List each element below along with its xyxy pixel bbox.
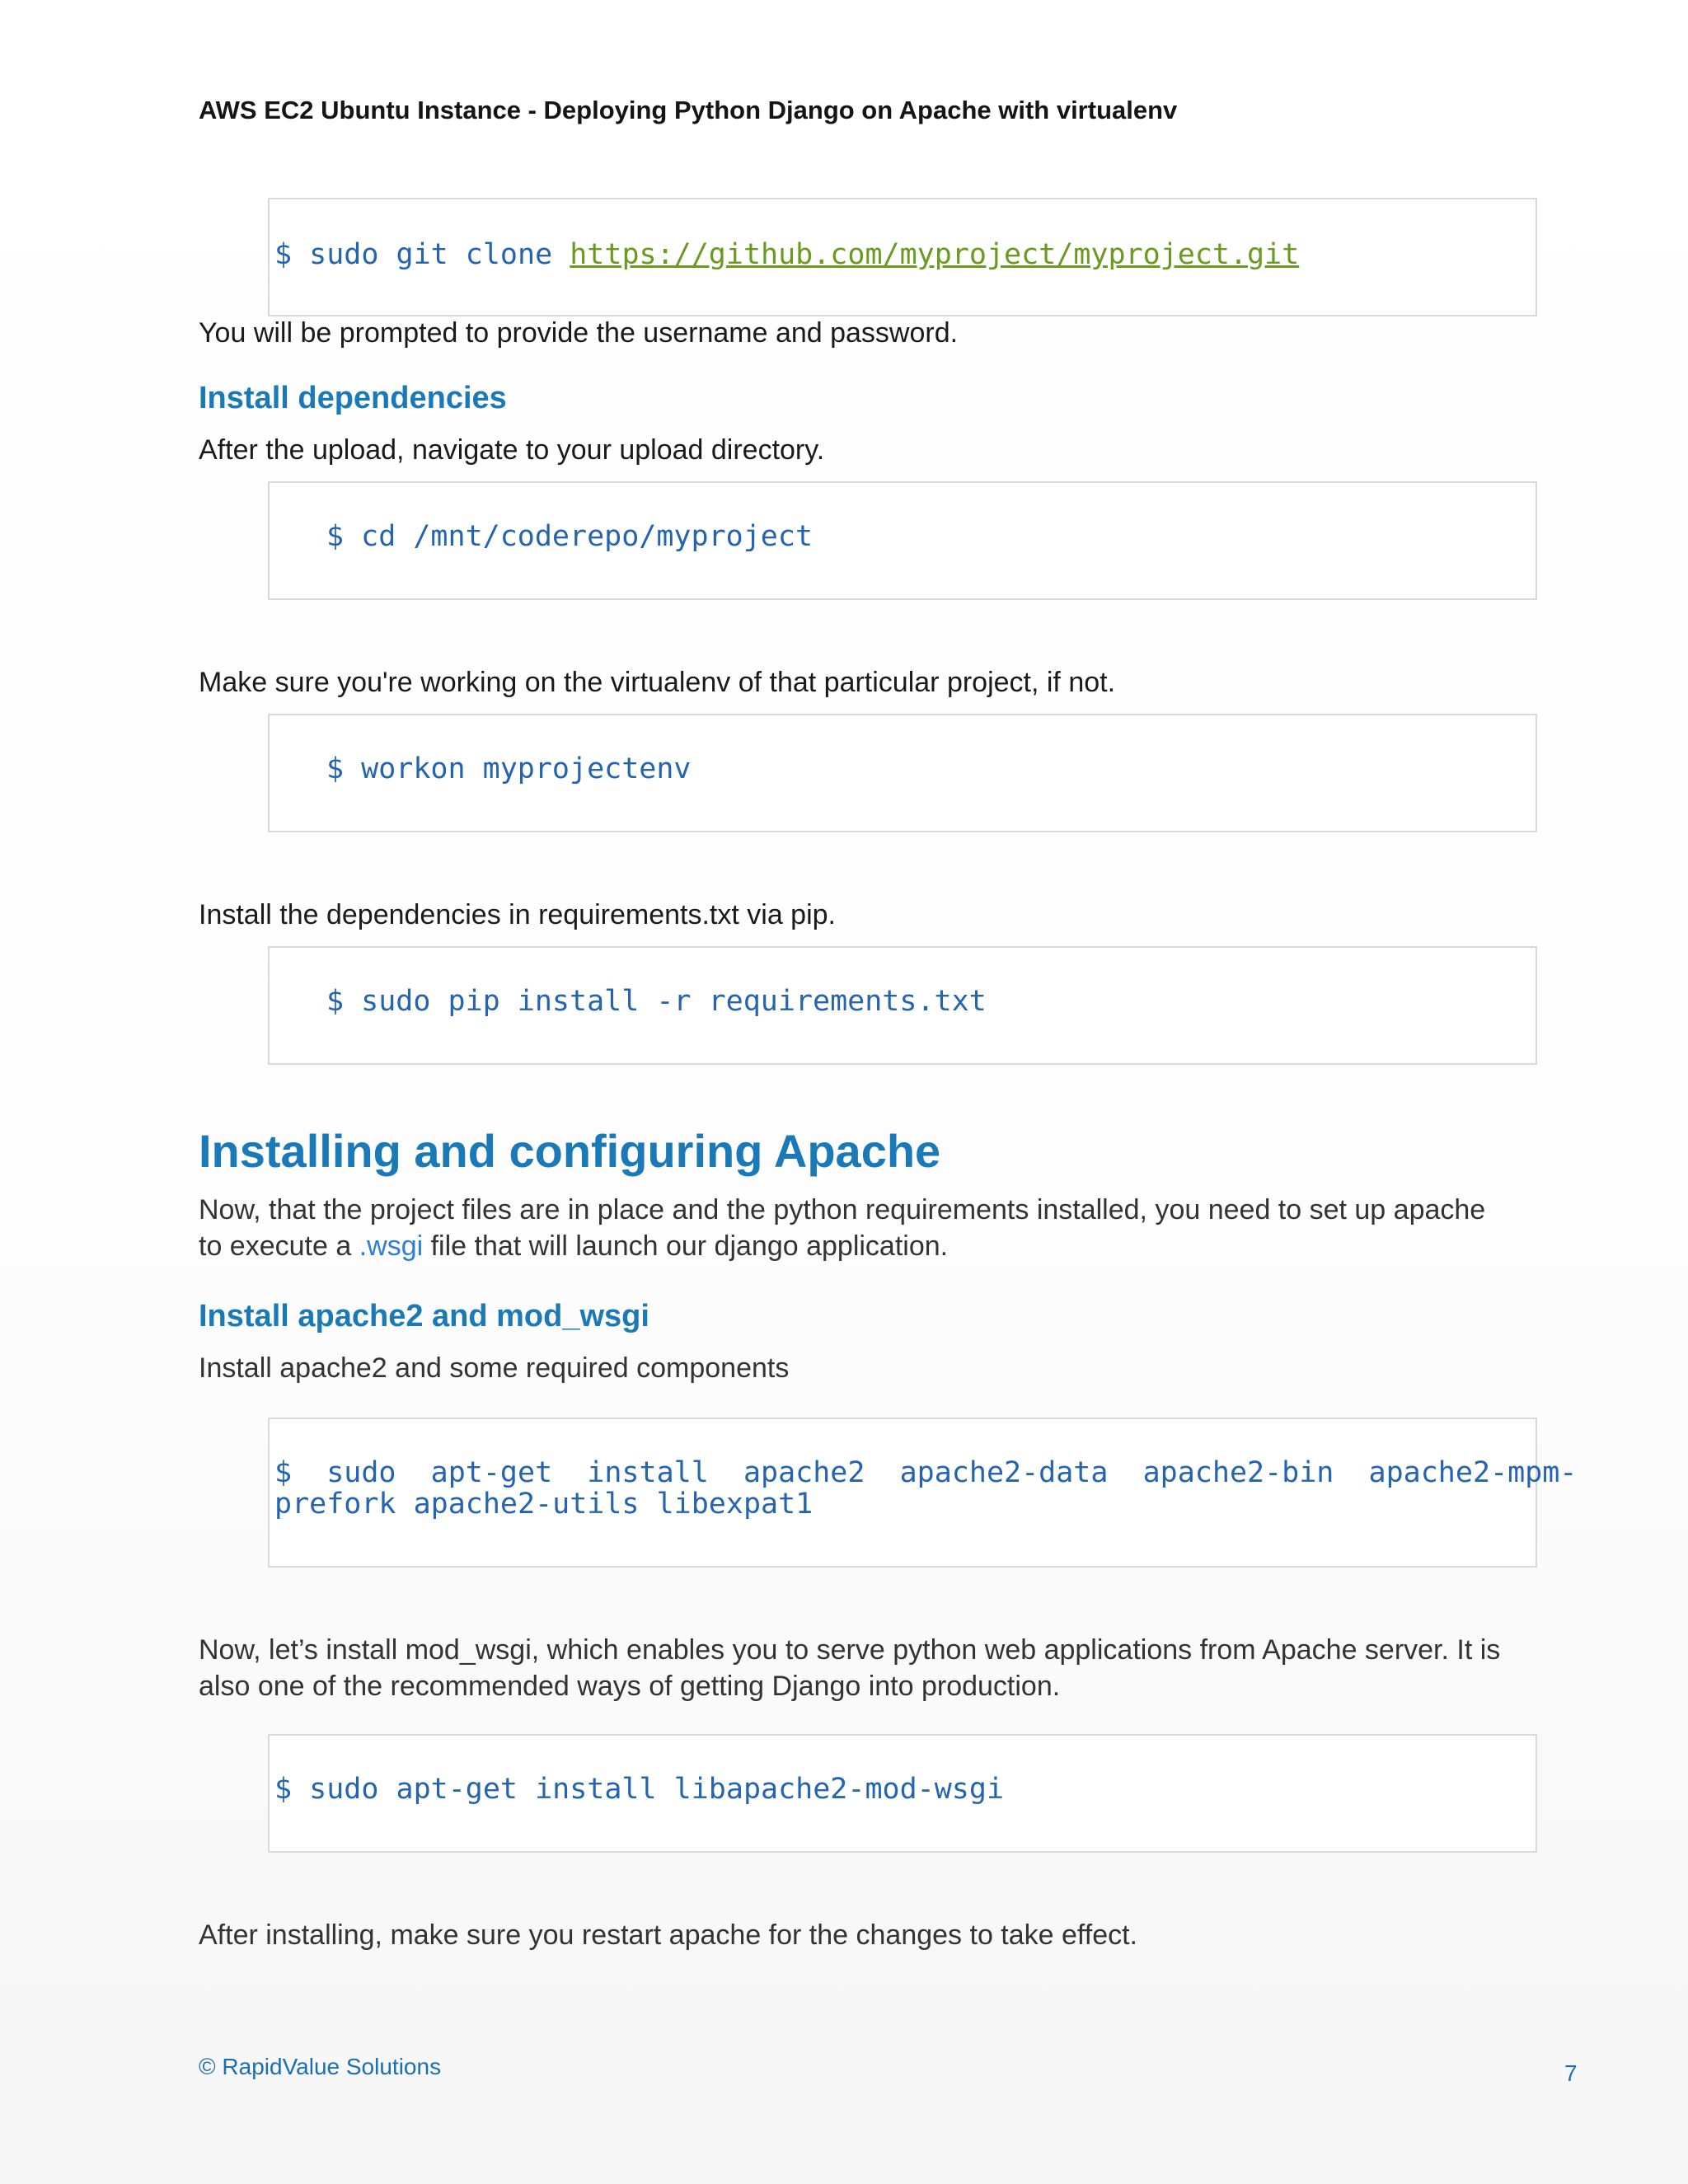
repo-url-link[interactable]: https://github.com/myproject/myproject.git: [570, 238, 1300, 271]
document-header: AWS EC2 Ubuntu Instance - Deploying Python Django on Apache with virtualenv: [199, 96, 1178, 124]
code-block-workon: [268, 714, 1537, 832]
prompt-note: You will be prompted to provide the username and password.: [199, 317, 959, 349]
apache-intro-line-1: Now, that the project files are in place and the python requirements installed, you need to set up apache: [199, 1194, 1486, 1226]
mod-wsgi-note-line-2: also one of the recommended ways of getting Django into production.: [199, 1671, 1061, 1702]
pip-note: Install the dependencies in requirements.txt via pip.: [199, 899, 837, 930]
apt-get-apache2-line-2: prefork apache2-utils libexpat1: [274, 1488, 814, 1521]
apache-section-heading: Installing and configuring Apache: [199, 1125, 941, 1177]
apache-intro-post: file that will launch our django application.: [423, 1230, 949, 1262]
install-dependencies-heading: Install dependencies: [199, 381, 507, 415]
cd-command: $ cd /mnt/coderepo/myproject: [326, 520, 814, 553]
pip-install-command: $ sudo pip install -r requirements.txt: [326, 985, 987, 1018]
mod-wsgi-note-line-1: Now, let’s install mod_wsgi, which enables you to serve python web applications from Apache server. It is: [199, 1634, 1501, 1666]
code-block-git-clone: [268, 198, 1537, 316]
apache-intro-line-2: [199, 1228, 948, 1264]
code-block-apt-get-apache2: [268, 1418, 1578, 1568]
mod-wsgi-install-command: $ sudo apt-get install libapache2-mod-wsgi: [274, 1773, 1005, 1806]
code-block-mod-wsgi: [268, 1734, 1537, 1853]
page-number: 7: [1564, 2060, 1578, 2086]
git-clone-command: [274, 239, 1299, 270]
git-clone-prefix: $ sudo git clone: [274, 238, 570, 271]
restart-apache-note: After installing, make sure you restart apache for the changes to take effect.: [199, 1919, 1137, 1951]
apache-intro-pre: to execute a: [199, 1230, 359, 1262]
install-mod-wsgi-heading: Install apache2 and mod_wsgi: [199, 1299, 649, 1333]
virtualenv-note: Make sure you're working on the virtualenv of that particular project, if not.: [199, 667, 1116, 698]
wsgi-file-link[interactable]: .wsgi: [359, 1230, 424, 1262]
code-block-pip: [268, 946, 1537, 1065]
footer-copyright: © RapidValue Solutions: [199, 2054, 442, 2079]
apt-get-apache2-line-1: $ sudo apt-get install apache2 apache2-data apache2-bin apache2-mpm-: [274, 1456, 1578, 1489]
code-block-cd: [268, 481, 1537, 600]
apache2-components-note: Install apache2 and some required components: [199, 1352, 790, 1384]
workon-command: $ workon myprojectenv: [326, 752, 692, 785]
after-upload-text: After the upload, navigate to your upload directory.: [199, 434, 825, 466]
